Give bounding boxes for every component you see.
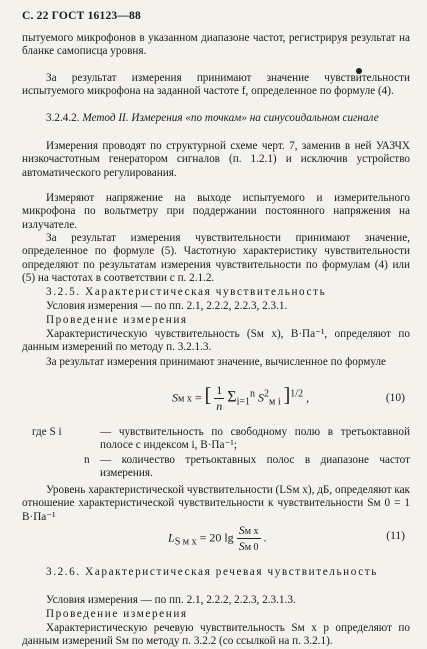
section-3242-title: Метод II. Измерения «по точкам» на синусоидальном сигнале [82,112,379,124]
section-3242-number: 3.2.4.2. [46,112,80,124]
measurement-heading-2: Проведение измерения [46,608,188,620]
paragraph-5: За результат измерения чувствительности принимают значение, определенное по формуле (5). Частотную характеристику чувствительности определяют по результатам измерения чувствительности по формулам (4) или (5) на частотах в соответствии с п. 2.1.2. [22,232,410,285]
paragraph-9: Уровень характеристической чувствительности (LSм х), дБ, определяют как отношение характеристической чувствительности к чувствительности Sм 0 = 1 В·Па⁻¹ [22,484,410,523]
formula-10: Sм х = [ $\frac{1}{n}$ $\Sigma_{i=1}^n$ $S^2_{м i}$ ]$^{1/2}$ , [172,383,310,413]
section-326-heading: 3.2.6. Характеристическая речевая чувствительность [46,566,378,578]
paragraph-6: Условия измерения — по пп. 2.1, 2.2.2, 2.2.3, 2.3.1. [46,300,288,312]
paragraph-4: Измеряют напряжение на выходе испытуемого и измерительного микрофона по вольтметру при поддержании постоянного напряжения на излучателе. [22,192,410,231]
measurement-heading-1: Проведение измерения [46,314,188,326]
paragraph-1: пытуемого микрофонов в указанном диапазоне частот, регистрируя результат на бланке самописца уровня. [22,32,410,58]
section-325-heading: 3.2.5. Характеристическая чувствительность [46,286,327,298]
paragraph-8: За результат измерения принимают значение, вычисленное по формуле [46,356,386,368]
paragraph-7: Характеристическую чувствительность (Sм х), В·Па⁻¹, определяют по данным измерений по методу п. 3.2.1.3. [22,328,410,354]
paragraph-2: За результат измерения принимают значение чувствительности испытуемого микрофона на заданной частоте f, определенное по формуле (4). [22,72,410,98]
definition-1-text: — чувствительность по свободному полю в третьоктавной полосе с индексом i, В·Па⁻¹; [100,426,410,452]
paragraph-10: Условия измерения — по пп. 2.1, 2.2.2, 2.2.3, 2.3.1.3. [46,594,296,606]
definition-1-symbol: где S i [32,426,62,438]
paragraph-3: Измерения проводят по структурной схеме черт. 7, заменив в ней УАЗЧХ низкочастотным генератором сигналов (п. 1.2.1) и исключив устройство автоматического регулирования. [22,140,410,179]
formula-11: $L_{S м х} = 20$ lg $\frac{\text{Sм х}}{Sм 0}$ . [168,523,267,553]
definition-2-text: — количество третьоктавных полос в диапазоне частот измерения. [100,454,410,480]
equation-10-number: (10) [385,392,405,404]
section-3242-heading [22,112,410,125]
definition-2-symbol: n [84,454,90,466]
equation-11-number: (11) [386,530,405,542]
page-header: С. 22 ГОСТ 16123—88 [22,10,141,22]
paragraph-11: Характеристическую речевую чувствительность Sм х р определяют по данным измерений Sм по методу п. 3.2.2 (со ссылкой на п. 3.2.1). [22,622,410,648]
